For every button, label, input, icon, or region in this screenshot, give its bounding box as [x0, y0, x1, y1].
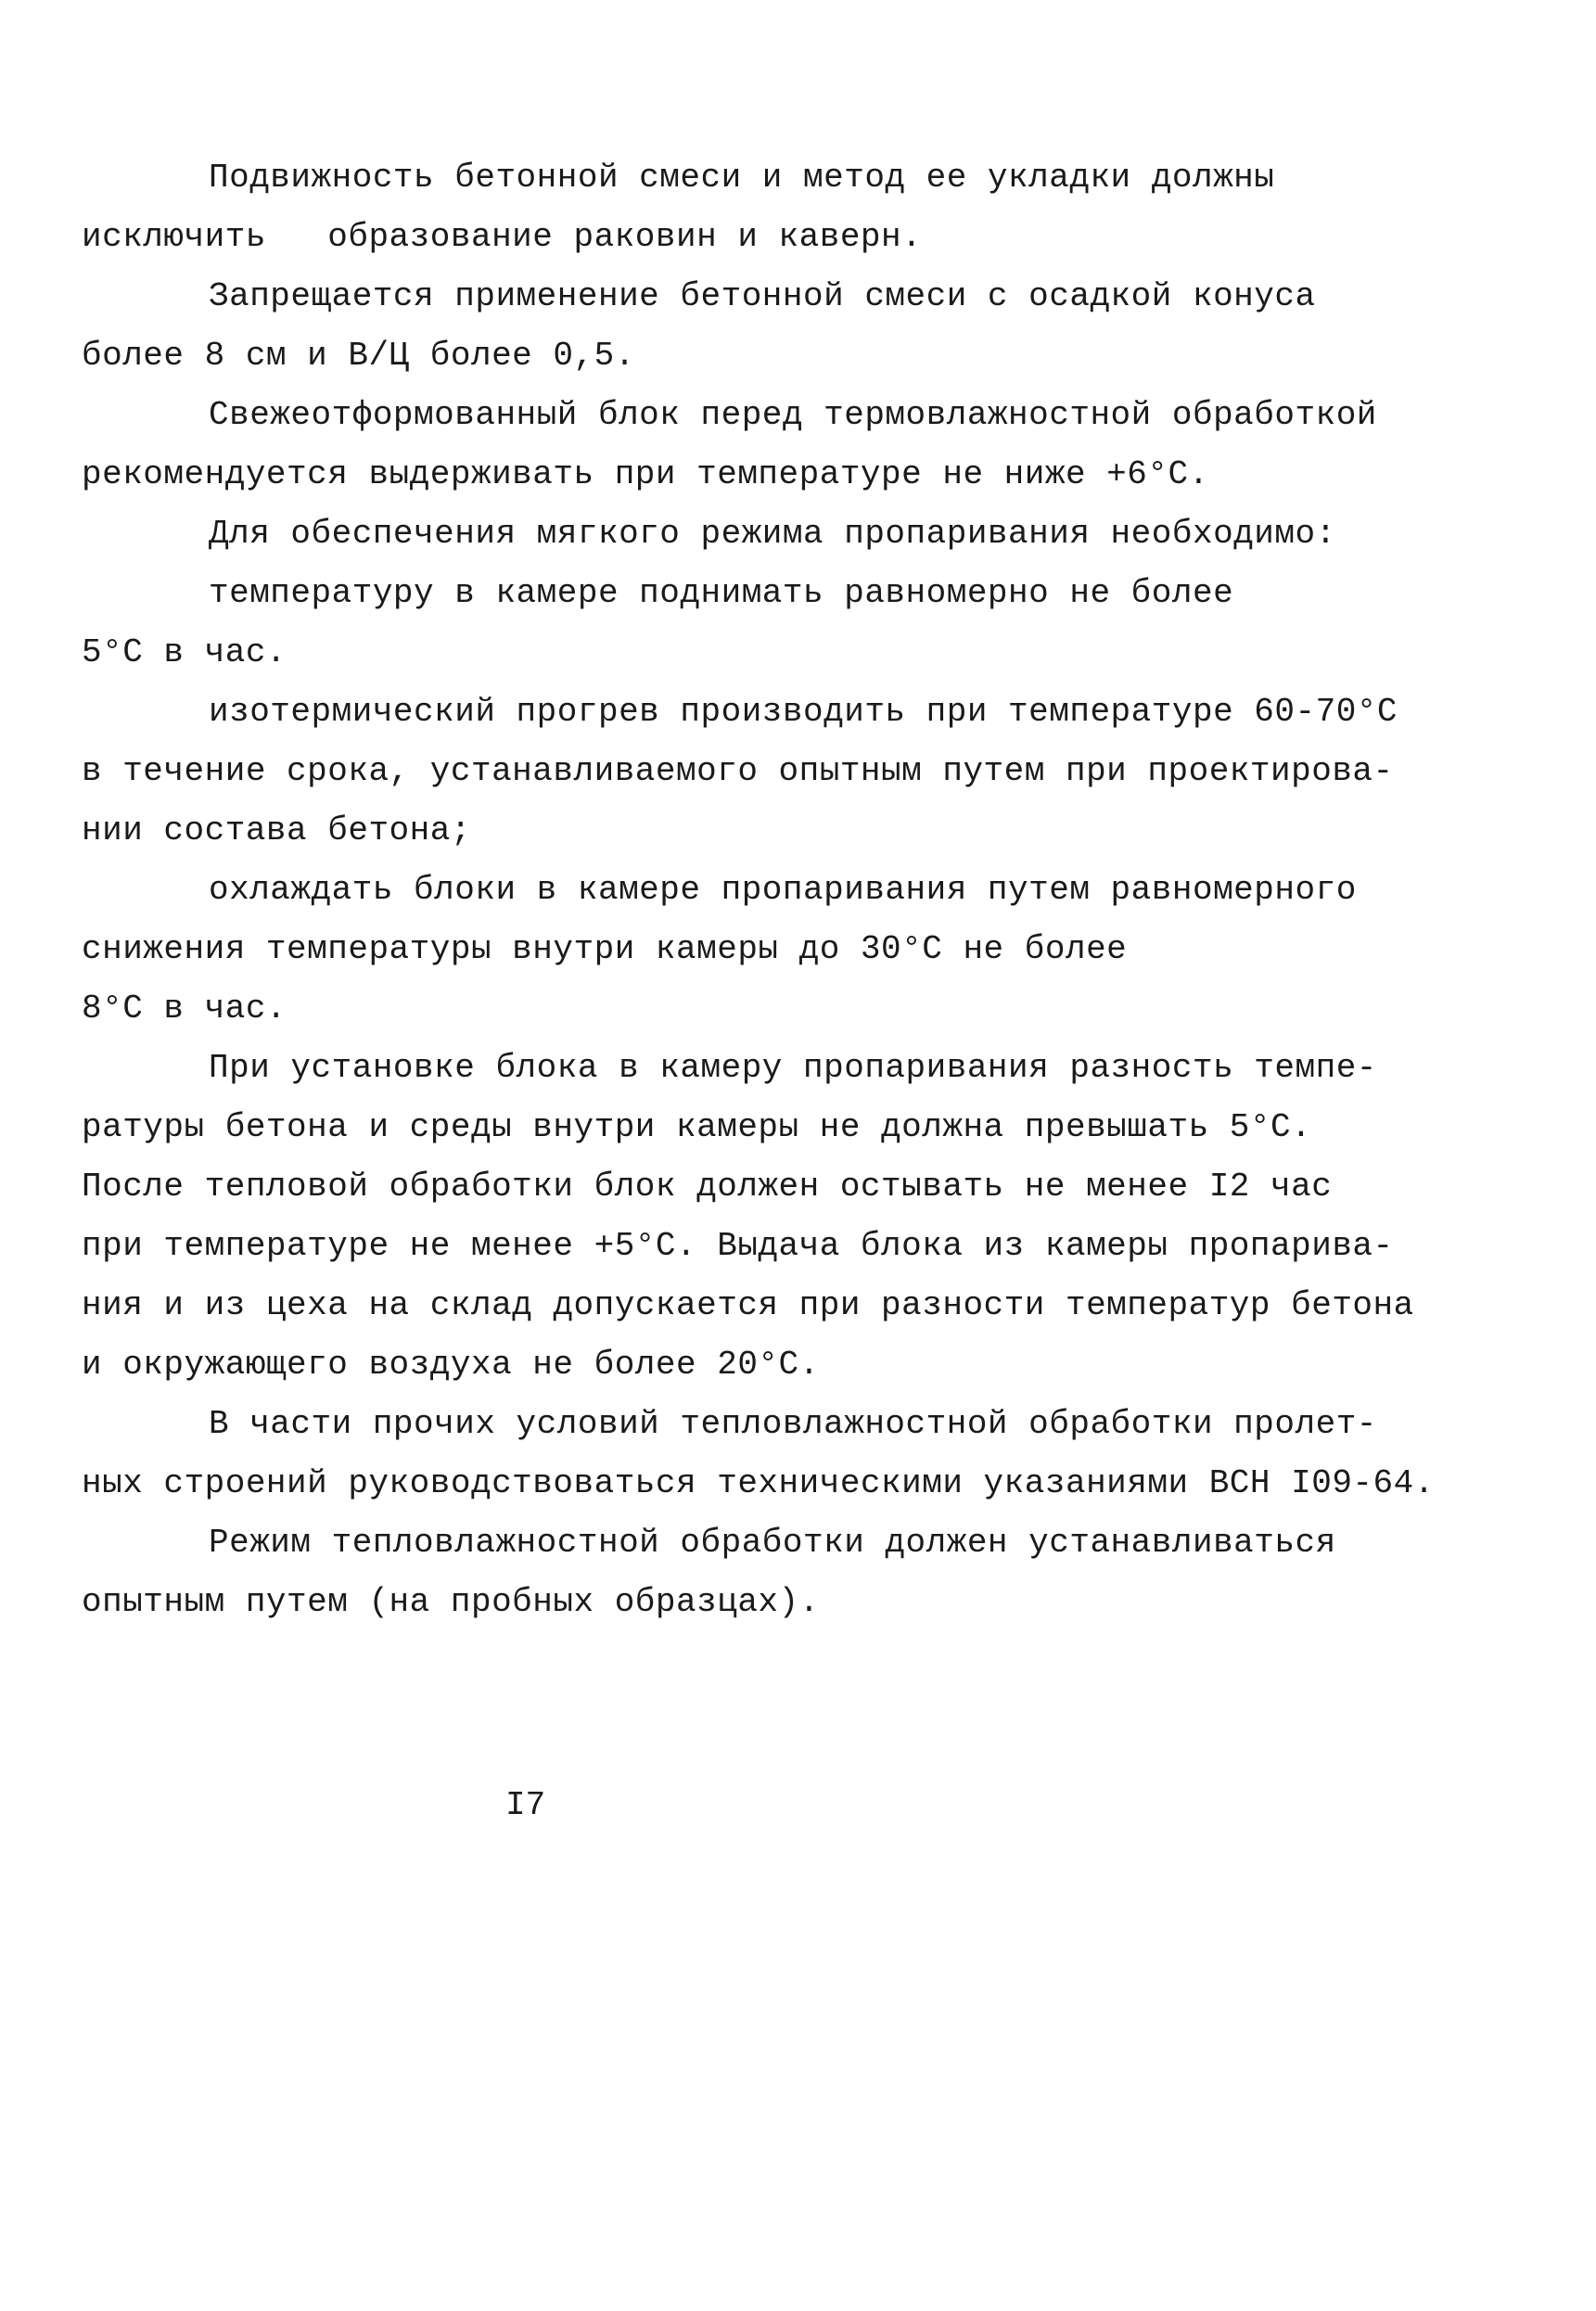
text-line: ных строений руководствоваться техническими указаниями ВСН I09-64. [82, 1464, 1435, 1502]
text-line: более 8 см и В/Ц более 0,5. [82, 337, 635, 375]
text-line: После тепловой обработки блок должен остывать не менее I2 час [82, 1168, 1333, 1206]
page-number: I7 [505, 1786, 546, 1824]
text-line: В части прочих условий тепловлажностной обработки пролет- [209, 1405, 1377, 1443]
text-line: Подвижность бетонной смеси и метод ее укладки должны [209, 159, 1275, 197]
text-line: При установке блока в камеру пропаривания разность темпе- [209, 1049, 1377, 1087]
text-line: Свежеотформованный блок перед термовлажностной обработкой [209, 396, 1377, 434]
text-line: опытным путем (на пробных образцах). [82, 1583, 820, 1621]
text-line: ратуры бетона и среды внутри камеры не должна превышать 5°С. [82, 1108, 1312, 1146]
text-line: Запрещается применение бетонной смеси с осадкой конуса [209, 277, 1316, 315]
text-line: нии состава бетона; [82, 811, 471, 849]
text-line: изотермический прогрев производить при температуре 60-70°С [209, 693, 1398, 731]
text-line: 8°С в час. [82, 990, 287, 1028]
text-line: охлаждать блоки в камере пропаривания путем равномерного [209, 871, 1357, 909]
text-line: и окружающего воздуха не более 20°С. [82, 1346, 820, 1384]
text-line: температуру в камере поднимать равномерно не более [209, 574, 1234, 612]
text-line: в течение срока, устанавливаемого опытным путем при проектирова- [82, 752, 1394, 790]
text-line: Режим тепловлажностной обработки должен устанавливаться [209, 1524, 1336, 1562]
text-line: рекомендуется выдерживать при температуре не ниже +6°С. [82, 455, 1209, 493]
text-line: исключить образование раковин и каверн. [82, 218, 923, 256]
text-line: при температуре не менее +5°С. Выдача блока из камеры пропарива- [82, 1227, 1394, 1265]
text-line: ния и из цеха на склад допускается при разности температур бетона [82, 1286, 1414, 1324]
text-line: 5°С в час. [82, 633, 287, 671]
text-line: Для обеспечения мягкого режима пропаривания необходимо: [209, 515, 1336, 553]
text-line: снижения температуры внутри камеры до 30°С не более [82, 930, 1128, 968]
